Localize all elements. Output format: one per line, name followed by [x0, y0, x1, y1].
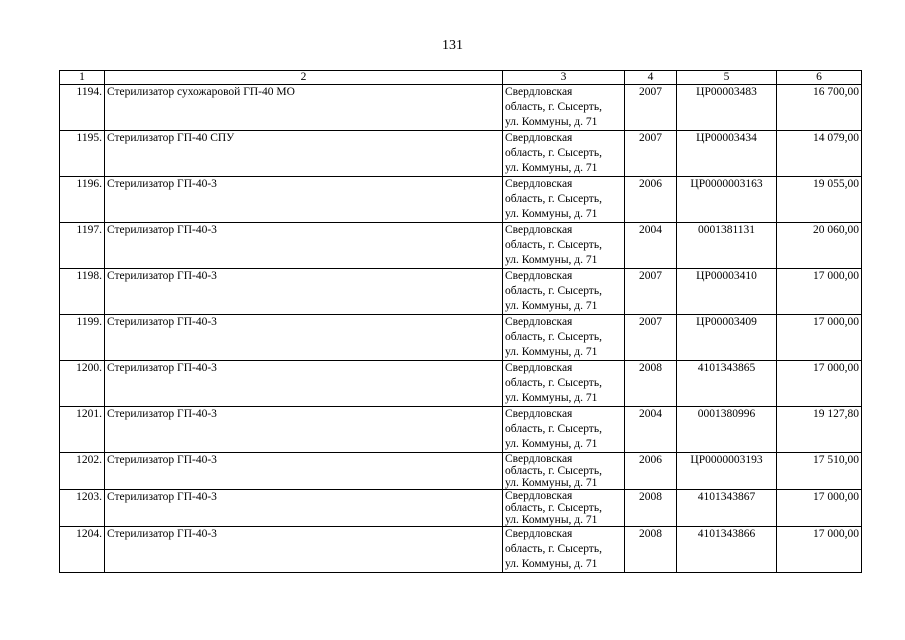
item-year: 2008	[625, 361, 677, 407]
item-value: 19 127,80	[777, 407, 862, 453]
item-year: 2004	[625, 223, 677, 269]
inventory-code: ЦР00003410	[677, 269, 777, 315]
item-location	[503, 269, 625, 315]
item-name: Стерилизатор ГП-40-3	[105, 407, 503, 453]
table-row	[60, 85, 862, 131]
item-value: 17 000,00	[777, 269, 862, 315]
address-line: область, г. Сысерть,	[505, 543, 602, 555]
address-line: ул. Коммуны, д. 71	[505, 558, 598, 570]
item-location	[503, 315, 625, 361]
address-line: Свердловская	[505, 316, 573, 328]
item-location	[503, 85, 625, 131]
page-number: 131	[442, 38, 463, 53]
row-number: 1200.	[60, 361, 105, 407]
address-line: Свердловская	[505, 362, 573, 374]
item-name: Стерилизатор ГП-40-3	[105, 527, 503, 573]
row-number: 1203.	[60, 490, 105, 527]
address-line: ул. Коммуны, д. 71	[505, 208, 598, 220]
column-header: 6	[777, 71, 862, 85]
table-row	[60, 453, 862, 490]
address-line: ул. Коммуны, д. 71	[505, 254, 598, 266]
inventory-code: ЦР00003409	[677, 315, 777, 361]
item-location	[503, 223, 625, 269]
address-line: ул. Коммуны, д. 71	[505, 477, 598, 489]
address-line: ул. Коммуны, д. 71	[505, 300, 598, 312]
item-year: 2008	[625, 527, 677, 573]
column-header: 4	[625, 71, 677, 85]
inventory-code: 4101343867	[677, 490, 777, 527]
address-line: область, г. Сысерть,	[505, 331, 602, 343]
address-line: область, г. Сысерть,	[505, 147, 602, 159]
inventory-code: ЦР00003434	[677, 131, 777, 177]
address-line: область, г. Сысерть,	[505, 101, 602, 113]
item-location	[503, 407, 625, 453]
inventory-table	[59, 70, 862, 573]
row-number: 1201.	[60, 407, 105, 453]
item-value: 16 700,00	[777, 85, 862, 131]
address-line: Свердловская	[505, 178, 573, 190]
item-name: Стерилизатор сухожаровой ГП-40 МО	[105, 85, 503, 131]
item-year: 2004	[625, 407, 677, 453]
column-header: 2	[105, 71, 503, 85]
item-location	[503, 453, 625, 490]
item-year: 2006	[625, 177, 677, 223]
item-value: 19 055,00	[777, 177, 862, 223]
address-line: область, г. Сысерть,	[505, 423, 602, 435]
item-name: Стерилизатор ГП-40-3	[105, 269, 503, 315]
address-line: ул. Коммуны, д. 71	[505, 346, 598, 358]
table-row	[60, 269, 862, 315]
address-line: ул. Коммуны, д. 71	[505, 392, 598, 404]
address-line: область, г. Сысерть,	[505, 377, 602, 389]
item-name: Стерилизатор ГП-40-3	[105, 315, 503, 361]
item-year: 2007	[625, 269, 677, 315]
address-line: Свердловская	[505, 86, 573, 98]
item-name: Стерилизатор ГП-40-3	[105, 453, 503, 490]
item-location	[503, 131, 625, 177]
inventory-code: ЦР0000003163	[677, 177, 777, 223]
inventory-code: ЦР0000003193	[677, 453, 777, 490]
row-number: 1199.	[60, 315, 105, 361]
column-header: 5	[677, 71, 777, 85]
row-number: 1194.	[60, 85, 105, 131]
item-value: 17 000,00	[777, 490, 862, 527]
row-number: 1202.	[60, 453, 105, 490]
item-year: 2008	[625, 490, 677, 527]
address-line: ул. Коммуны, д. 71	[505, 514, 598, 526]
row-number: 1195.	[60, 131, 105, 177]
address-line: область, г. Сысерть,	[505, 193, 602, 205]
table-row	[60, 527, 862, 573]
item-location	[503, 177, 625, 223]
row-number: 1198.	[60, 269, 105, 315]
row-number: 1197.	[60, 223, 105, 269]
item-value: 14 079,00	[777, 131, 862, 177]
item-year: 2007	[625, 85, 677, 131]
row-number: 1196.	[60, 177, 105, 223]
item-name: Стерилизатор ГП-40 СПУ	[105, 131, 503, 177]
address-line: ул. Коммуны, д. 71	[505, 116, 598, 128]
item-year: 2007	[625, 131, 677, 177]
address-line: Свердловская	[505, 490, 573, 502]
address-line: область, г. Сысерть,	[505, 465, 602, 477]
table-row	[60, 407, 862, 453]
inventory-code: 4101343865	[677, 361, 777, 407]
item-year: 2006	[625, 453, 677, 490]
item-location	[503, 490, 625, 527]
item-location	[503, 361, 625, 407]
item-location	[503, 527, 625, 573]
column-header: 3	[503, 71, 625, 85]
address-line: Свердловская	[505, 528, 573, 540]
address-line: Свердловская	[505, 224, 573, 236]
inventory-code: 0001380996	[677, 407, 777, 453]
address-line: Свердловская	[505, 132, 573, 144]
item-year: 2007	[625, 315, 677, 361]
table-row	[60, 131, 862, 177]
item-value: 17 000,00	[777, 361, 862, 407]
column-header: 1	[60, 71, 105, 85]
inventory-code: 0001381131	[677, 223, 777, 269]
item-value: 17 510,00	[777, 453, 862, 490]
row-number: 1204.	[60, 527, 105, 573]
item-value: 17 000,00	[777, 527, 862, 573]
item-value: 20 060,00	[777, 223, 862, 269]
table-row	[60, 315, 862, 361]
table-header-row	[60, 71, 862, 85]
address-line: область, г. Сысерть,	[505, 285, 602, 297]
table-row	[60, 223, 862, 269]
table-row	[60, 490, 862, 527]
item-name: Стерилизатор ГП-40-3	[105, 177, 503, 223]
address-line: область, г. Сысерть,	[505, 502, 602, 514]
table-row	[60, 361, 862, 407]
address-line: Свердловская	[505, 270, 573, 282]
table-row	[60, 177, 862, 223]
address-line: Свердловская	[505, 453, 573, 465]
item-name: Стерилизатор ГП-40-3	[105, 490, 503, 527]
address-line: Свердловская	[505, 408, 573, 420]
item-name: Стерилизатор ГП-40-3	[105, 223, 503, 269]
item-value: 17 000,00	[777, 315, 862, 361]
address-line: ул. Коммуны, д. 71	[505, 162, 598, 174]
address-line: область, г. Сысерть,	[505, 239, 602, 251]
inventory-code: 4101343866	[677, 527, 777, 573]
inventory-code: ЦР00003483	[677, 85, 777, 131]
address-line: ул. Коммуны, д. 71	[505, 438, 598, 450]
item-name: Стерилизатор ГП-40-3	[105, 361, 503, 407]
